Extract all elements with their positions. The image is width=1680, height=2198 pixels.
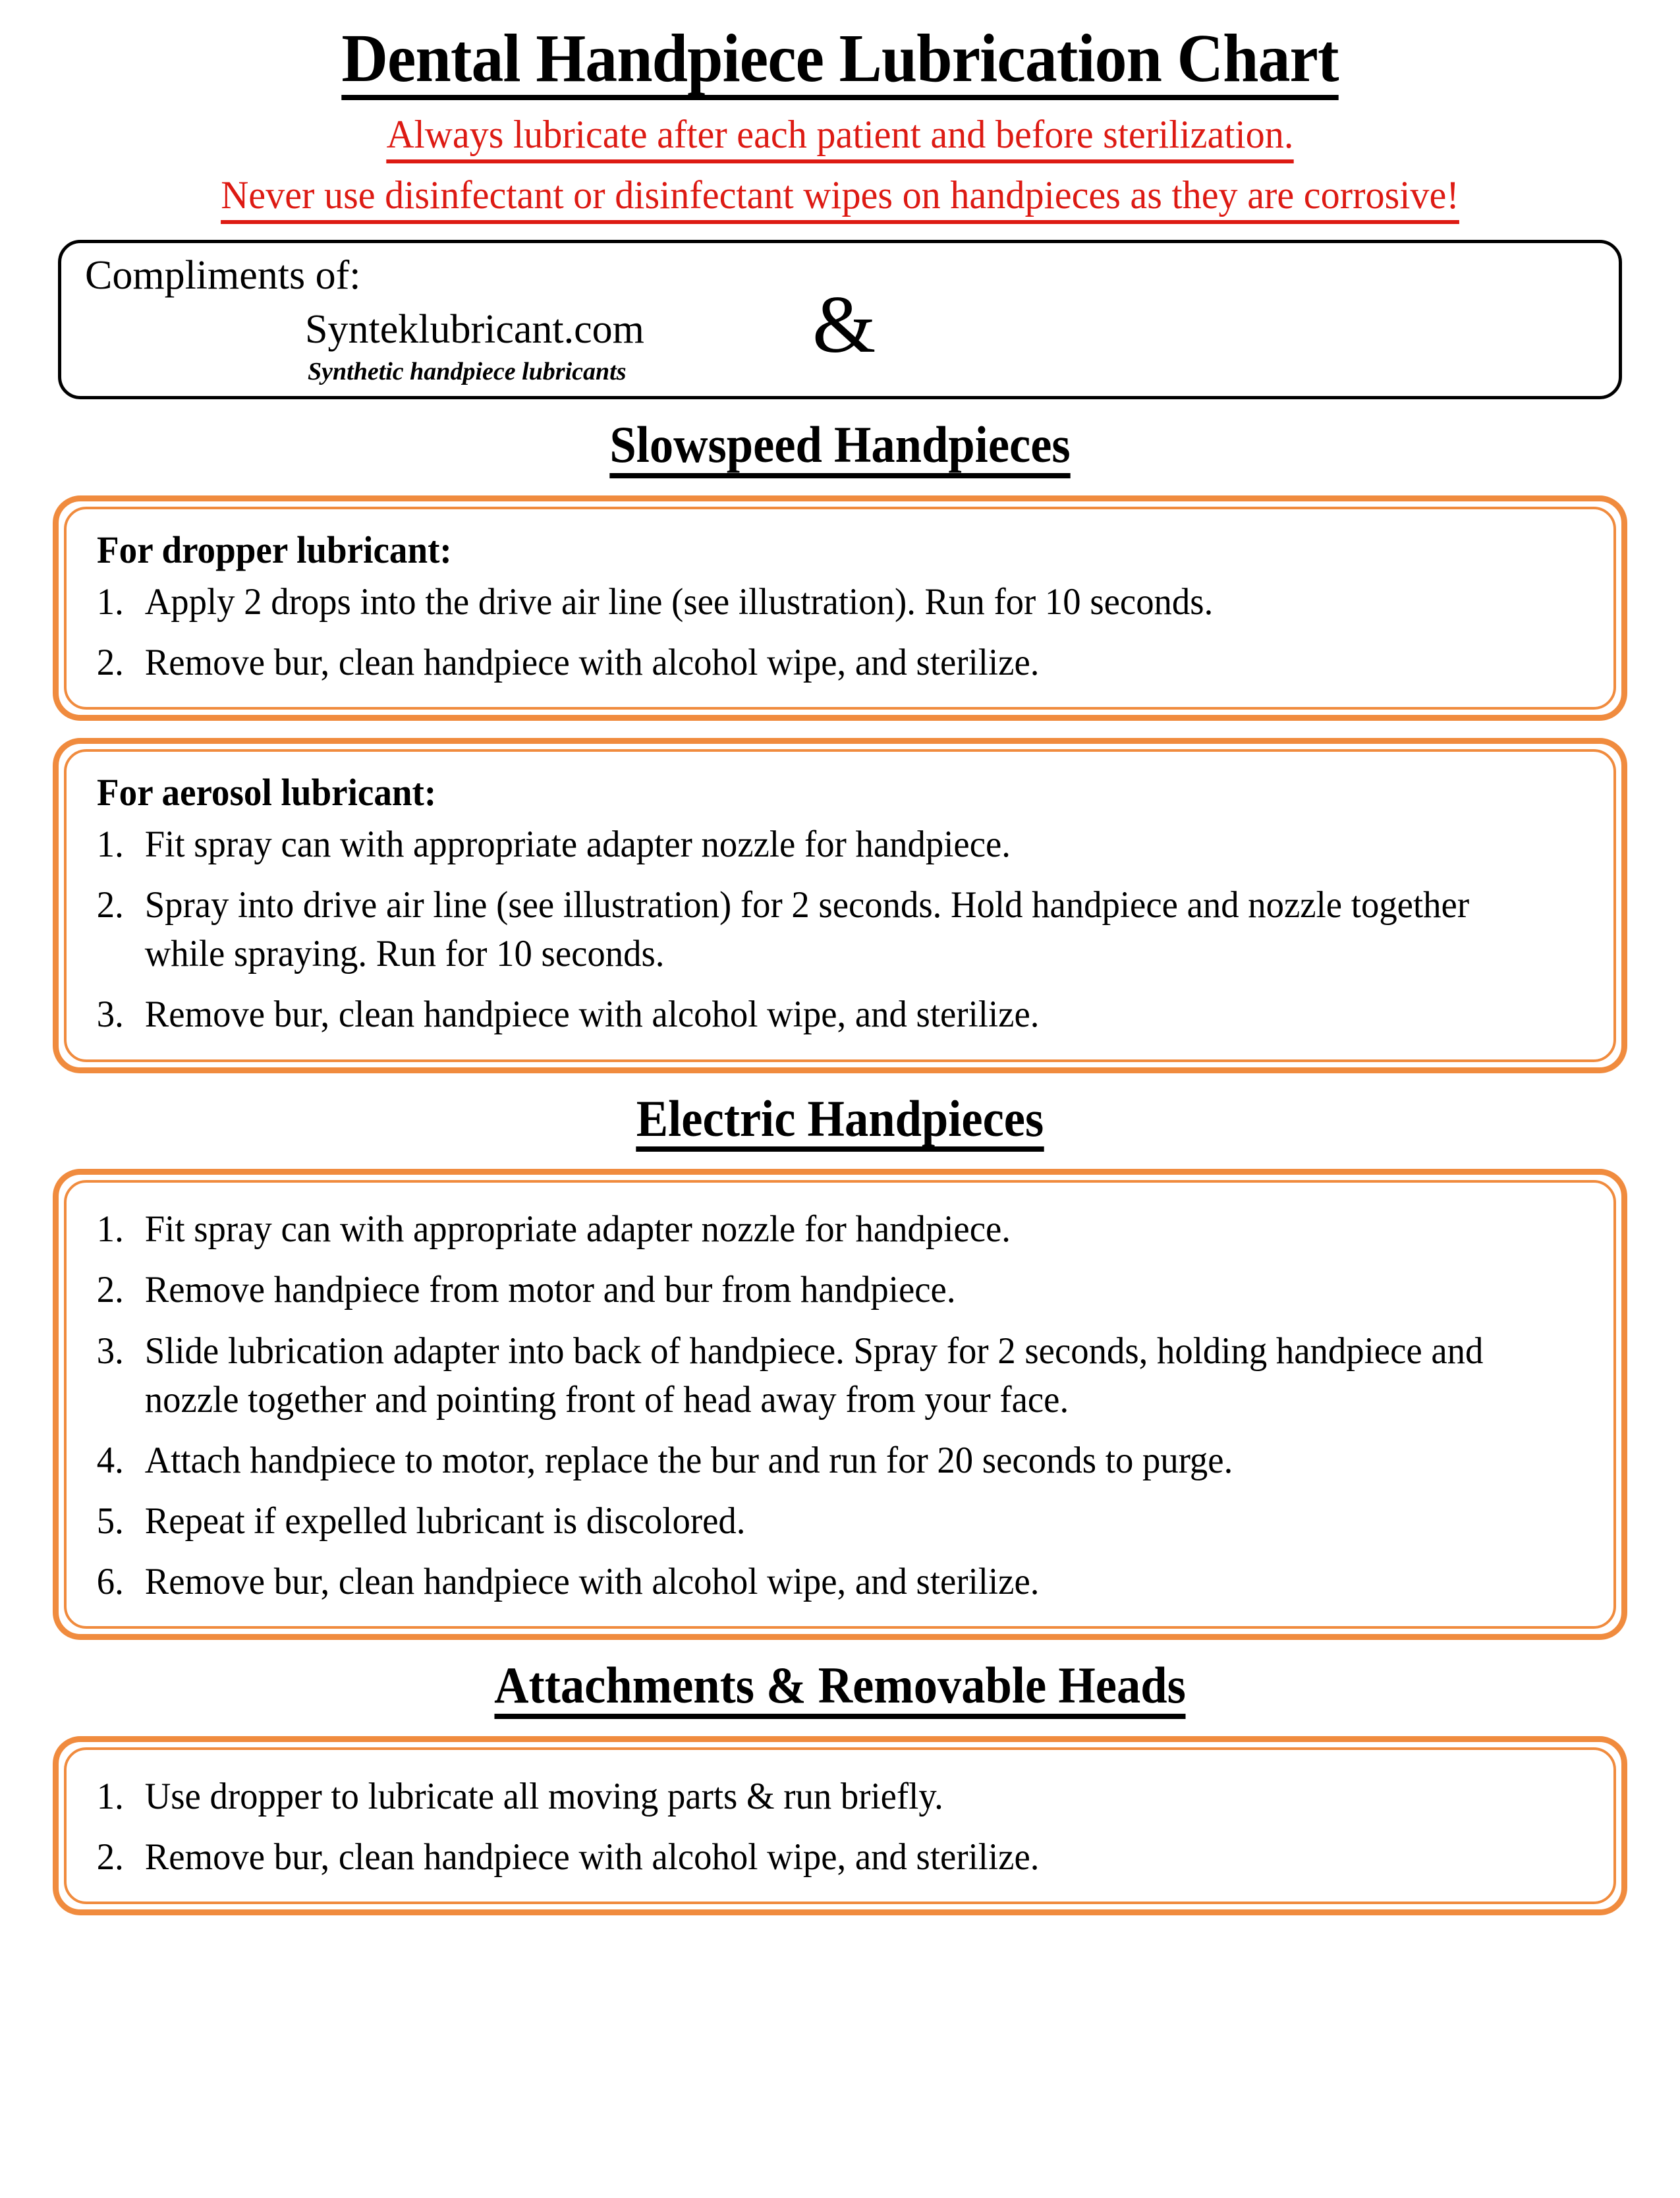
- compliments-box: [58, 240, 1622, 399]
- step-text: Repeat if expelled lubricant is discolored.: [144, 1500, 746, 1542]
- step-number: 2.: [96, 1269, 124, 1311]
- list-item: [93, 881, 1527, 978]
- page-title-text: Dental Handpiece Lubrication Chart: [341, 24, 1338, 100]
- section-heading-electric: [59, 1089, 1621, 1152]
- step-number: 1.: [96, 1208, 124, 1251]
- list-item: [93, 1205, 1527, 1254]
- step-number: 3.: [96, 1330, 124, 1372]
- electric-handpieces-box-inner: [64, 1180, 1616, 1629]
- step-number: 2.: [96, 642, 124, 684]
- step-number: 2.: [96, 884, 124, 926]
- list-item: [93, 1497, 1527, 1546]
- list-item: [93, 1266, 1527, 1314]
- step-text: Remove bur, clean handpiece with alcohol wipe, and sterilize.: [144, 1836, 1040, 1878]
- dropper-lubricant-steps: [93, 578, 1587, 687]
- step-number: 5.: [96, 1500, 124, 1542]
- step-number: 1.: [96, 581, 124, 623]
- list-item: [93, 638, 1527, 687]
- step-text: Remove bur, clean handpiece with alcohol wipe, and sterilize.: [144, 642, 1040, 684]
- section-heading-electric-text: Electric Handpieces: [636, 1092, 1044, 1152]
- warning-line-2-wrap: [25, 171, 1655, 224]
- list-item: [93, 1327, 1527, 1424]
- list-item: [93, 1436, 1527, 1485]
- step-text: Attach handpiece to motor, replace the bur and run for 20 seconds to purge.: [144, 1439, 1233, 1481]
- brand-name: Synteklubricant.com: [305, 307, 644, 352]
- aerosol-lubricant-subtitle: For aerosol lubricant:: [97, 771, 437, 814]
- step-number: 4.: [96, 1439, 124, 1481]
- compliments-label: Compliments of:: [85, 253, 361, 298]
- list-item: [93, 578, 1527, 627]
- dropper-lubricant-subtitle: For dropper lubricant:: [97, 528, 452, 572]
- dropper-lubricant-box: [53, 495, 1627, 721]
- attachments-steps: [93, 1772, 1587, 1882]
- step-text: Fit spray can with appropriate adapter nozzle for handpiece.: [144, 1208, 1011, 1251]
- list-item: [93, 820, 1527, 869]
- warning-line-1-wrap: [25, 111, 1655, 163]
- step-text: Use dropper to lubricate all moving parts & run briefly.: [144, 1775, 943, 1817]
- step-number: 1.: [96, 824, 124, 866]
- attachments-box: [53, 1736, 1627, 1915]
- brand-tagline: Synthetic handpiece lubricants: [308, 358, 627, 386]
- ampersand-glyph: &: [812, 279, 876, 370]
- warning-line-2: Never use disinfectant or disinfectant wipes on handpieces as they are corrosive!: [221, 171, 1459, 224]
- step-number: 6.: [96, 1560, 124, 1602]
- dropper-lubricant-box-inner: [64, 507, 1616, 710]
- step-number: 1.: [96, 1775, 124, 1817]
- step-text: Remove handpiece from motor and bur from handpiece.: [144, 1269, 956, 1311]
- list-item: [93, 1833, 1527, 1882]
- warning-line-1: Always lubricate after each patient and before sterilization.: [387, 111, 1294, 163]
- section-heading-attachments-text: Attachments & Removable Heads: [494, 1658, 1186, 1719]
- step-text: Remove bur, clean handpiece with alcohol wipe, and sterilize.: [144, 994, 1040, 1036]
- electric-handpieces-box: [53, 1169, 1627, 1640]
- warning-block: [25, 111, 1655, 224]
- section-heading-attachments: [59, 1658, 1621, 1719]
- step-text: Slide lubrication adapter into back of handpiece. Spray for 2 seconds, holding handpiece and nozzle together and pointing front of head away from your face.: [144, 1330, 1484, 1421]
- list-item: [93, 990, 1527, 1039]
- list-item: [93, 1558, 1527, 1606]
- aerosol-lubricant-box-inner: [64, 749, 1616, 1061]
- lubrication-chart-page: [0, 20, 1680, 2198]
- aerosol-lubricant-steps: [93, 820, 1587, 1039]
- step-number: 2.: [96, 1836, 124, 1878]
- list-item: [93, 1772, 1527, 1821]
- page-title: [51, 20, 1630, 100]
- section-heading-slowspeed: [59, 418, 1621, 478]
- step-text: Fit spray can with appropriate adapter nozzle for handpiece.: [144, 824, 1011, 866]
- section-heading-slowspeed-text: Slowspeed Handpieces: [609, 418, 1070, 478]
- electric-handpieces-steps: [93, 1205, 1587, 1606]
- step-text: Remove bur, clean handpiece with alcohol wipe, and sterilize.: [144, 1560, 1040, 1602]
- aerosol-lubricant-box: [53, 738, 1627, 1073]
- attachments-box-inner: [64, 1747, 1616, 1904]
- step-text: Apply 2 drops into the drive air line (see illustration). Run for 10 seconds.: [144, 581, 1214, 623]
- step-number: 3.: [96, 994, 124, 1036]
- step-text: Spray into drive air line (see illustration) for 2 seconds. Hold handpiece and nozzle together while spraying. Run for 10 seconds.: [144, 884, 1470, 975]
